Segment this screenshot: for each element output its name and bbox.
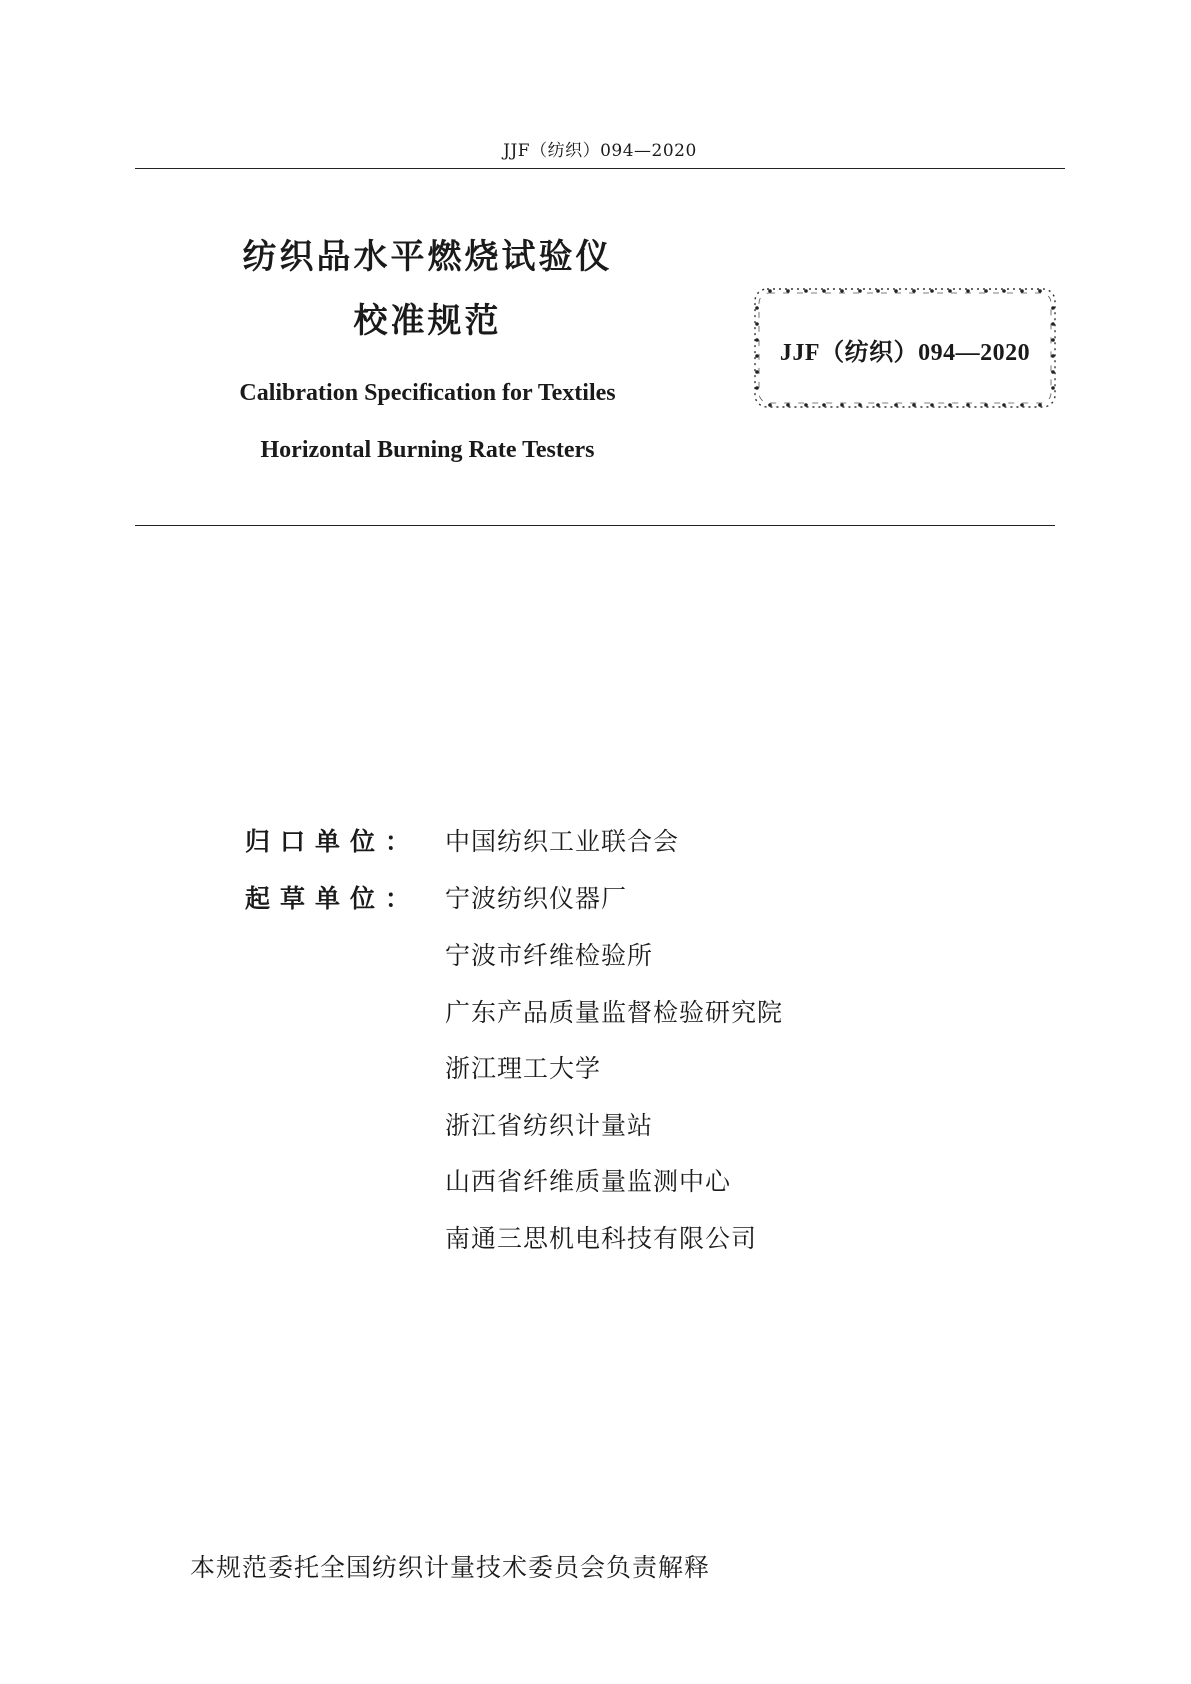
drafting-unit: 浙江省纺织计量站 [445, 1110, 654, 1140]
title-block [200, 225, 655, 479]
responsible-unit-label: 归口单位： [245, 827, 411, 856]
drafting-unit: 浙江理工大学 [445, 1054, 602, 1083]
drafting-unit: 广东产品质量监督检验研究院 [445, 997, 784, 1027]
responsible-unit-row [245, 827, 679, 857]
header-rule [135, 168, 1065, 169]
title-en-line2: Horizontal Burning Rate Testers [260, 437, 595, 463]
drafting-unit-list [445, 941, 783, 1280]
drafting-unit-label: 起草单位： [245, 884, 411, 913]
responsible-unit-value: 中国纺织工业联合会 [445, 827, 680, 856]
title-en-line1: Calibration Specification for Textiles [239, 380, 616, 406]
standard-number: JJF（纺织）094—2020 [779, 340, 1031, 366]
title-zh-line2: 校准规范 [353, 301, 502, 341]
running-header: JJF（纺织）094—2020 [503, 141, 697, 161]
drafting-unit-row [245, 884, 627, 914]
drafting-unit: 宁波市纤维检验所 [445, 941, 654, 970]
drafting-unit: 山西省纤维质量监测中心 [445, 1167, 732, 1196]
title-rule [135, 525, 1055, 526]
interpretation-note: 本规范委托全国纺织计量技术委员会负责解释 [190, 1553, 711, 1582]
title-zh-line1: 纺织品水平燃烧试验仪 [242, 237, 613, 277]
drafting-unit-first: 宁波纺织仪器厂 [445, 884, 628, 913]
standard-number-box [752, 286, 1058, 410]
drafting-unit: 南通三思机电科技有限公司 [445, 1223, 758, 1253]
